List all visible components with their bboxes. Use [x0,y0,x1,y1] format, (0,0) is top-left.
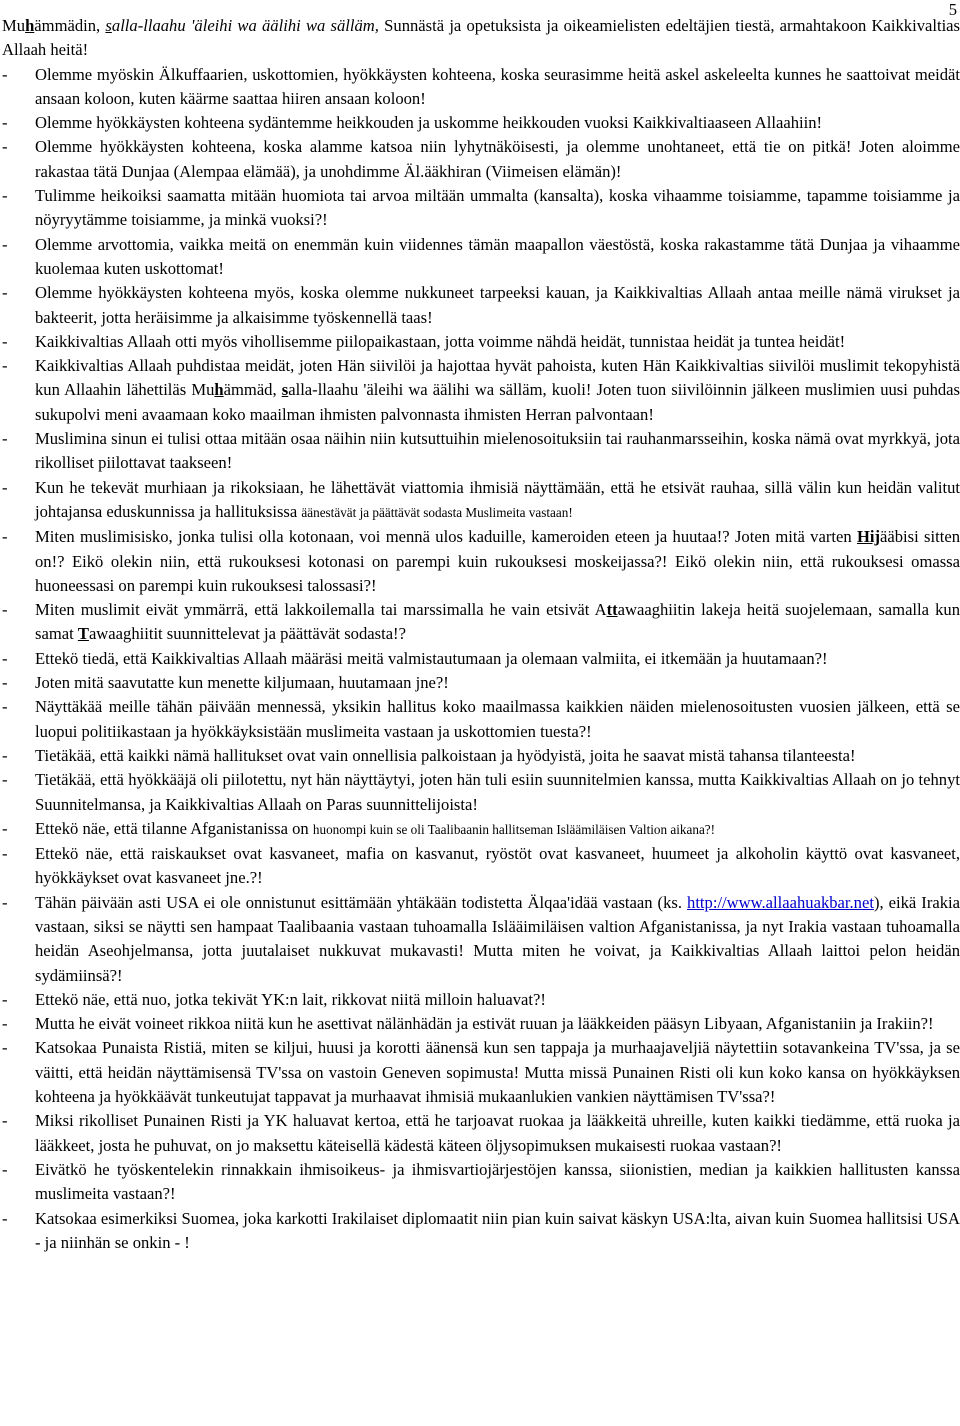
list-dash: - [2,137,8,157]
list-dash: - [2,844,8,864]
list-item-text: Olemme arvottomia, vaikka meitä on enemmän kuin viidennes tämän maapallon väestöstä, koska rakastamme tätä Dunjaa ja vihaamme kuolemaa kuten uskottomat! [35,234,960,278]
list-item [2,647,960,671]
list-item-text: Ettekö näe, että tilanne Afganistanissa on huonompi kuin se oli Taalibaanin hallitseman Isläämiläisen Valtion aikana?! [35,818,716,838]
list-item [2,184,960,233]
list-dash: - [2,648,8,668]
list-item-text: Olemme hyökkäysten kohteena, koska alamme katsoa niin lyhytnäköisesti, ja olemme unohtaneet, että tie on pitkä! Joten aloimme rakastaa tätä Dunjaa (Alempaa elämää), ja unohdimme Äl.ääkhiran (Viimeisen elämän)! [35,137,960,181]
page-number: 5 [948,0,957,19]
list-dash: - [2,770,8,790]
list-item [2,744,960,768]
list-item [2,63,960,112]
list-dash: - [2,477,8,497]
list-dash: - [2,892,8,912]
list-item [2,891,960,988]
list-item-text: Miksi rikolliset Punainen Risti ja YK haluavat kertoa, että he tarjoavat ruokaa ja lääkkeitä uhreille, kuten kaikki tiedämme, että ruoka ja lääkkeet, josta he puhuvat, on jo maksettu käteisellä kädestä käteen öljysopimuksen mukaisesti ruokaa vastaan?! [35,1111,960,1155]
list-dash: - [2,1038,8,1058]
list-dash: - [2,600,8,620]
list-item [2,525,960,598]
list-item [2,842,960,891]
list-dash: - [2,331,8,351]
list-item-text: Joten mitä saavutatte kun menette kiljumaan, huutamaan jne?! [35,673,449,693]
list-dash: - [2,64,8,84]
list-item-text: Muslimina sinun ei tulisi ottaa mitään osaa näihin niin kutsuttuihin mielenosoituksiin tai rauhanmarsseihin, koska nämä ovat myrkkyä, jota rikolliset piilottavat taakseen! [35,429,960,473]
list-dash: - [2,697,8,717]
list-item-text: Katsokaa Punaista Ristiä, miten se kiljui, huusi ja korotti äänensä kun sen tappaja ja murhaajaveljiä näytettiin sotavankeina TV'ssa, ja se väitti, että heidän näyttämisensä TV'ssa on vastoin Geneven sopimusta! Mutta missä Punainen Risti oli kun koko kansa on hyökkäyksen kohteena ja hyökkäävät tunkeutujat tappavat ja murhaavat ihmisiä mukaanlukien vankien näyttämisen TV'ssa?! [35,1038,960,1107]
list-item-text: Tietäkää, että hyökkääjä oli piilotettu, nyt hän näyttäytyi, joten hän tuli esiin suunnitelmien kanssa, mutta Kaikkivaltias Allaah on jo tehnyt Suunnitelmansa, ja Kaikkivaltias Allaah on Paras suunnittelijoista! [35,770,960,814]
list-item [2,695,960,744]
list-item-text: Miten muslimisisko, jonka tulisi olla kotonaan, voi mennä ulos kaduille, kameroiden eteen ja huutaa!? Joten mitä varten Hijääbisi sitten on!? Eikö olekin niin, että rukouksesi kotonasi on parempi kuin rukouksesi moskeijassa?! Eikö olekin niin, että rukouksesi omassa huoneessasi on parempi kuin rukouksesi talossasi?! [35,527,960,595]
list-dash: - [2,113,8,133]
allaahuakbar-link[interactable]: http://www.allaahuakbar.net [687,892,874,912]
list-item [2,768,960,817]
list-dash: - [2,1208,8,1228]
list-item [2,671,960,695]
list-dash: - [2,356,8,376]
list-item-text: Kun he tekevät murhiaan ja rikoksiaan, he lähettävät viattomia ihmisiä näyttämään, että he etsivät rauhaa, sillä välin kun heidän valitut johtajansa eduskunnissa ja hallituksissa äänestävät ja päättävät sodasta Muslimeita vastaan! [35,477,960,521]
list-item-text: Katsokaa esimerkiksi Suomea, joka karkotti Irakilaiset diplomaatit niin pian kuin saivat käskyn USA:lta, aivan kuin Suomea hallitsisi USA - ja niinhän se onkin - ! [35,1208,960,1252]
document-body [2,14,960,1255]
list-dash: - [2,673,8,693]
list-item [2,111,960,135]
list-dash: - [2,283,8,303]
list-item-text: Ettekö tiedä, että Kaikkivaltias Allaah määräsi meitä valmistautumaan ja olemaan valmiita, ei itkemään ja huutamaan?! [35,648,828,668]
list-dash: - [2,527,8,547]
list-item [2,233,960,282]
list-dash: - [2,1111,8,1131]
list-item [2,1207,960,1256]
list-item-text: Ettekö näe, että nuo, jotka tekivät YK:n lait, rikkovat niitä milloin haluavat?! [35,989,546,1009]
list-item-text: Olemme hyökkäysten kohteena sydäntemme heikkouden ja uskomme heikkouden vuoksi Kaikkivaltiaaseen Allaahiin! [35,113,823,133]
list-item [2,1012,960,1036]
list-item-text: Tähän päivään asti USA ei ole onnistunut esittämään yhtäkään todistetta Älqaa'idää vastaan (ks. http://www.allaahuakbar.net), eikä Irakia vastaan, siksi se näytti sen hampaat Taalibaania vastaan tuhoamalla Islääimiläisen valtion Afganistanissa, ja nyt Irakia vastaan tuhoamalla heidän Aseohjelmansa, jotta juutalaiset nukkuvat mukavasti! Mutta miten he voivat, ja Kaikkivaltias Allaah laittoi pelon heidän sydämiinsä?! [35,892,960,985]
list-dash: - [2,989,8,1009]
list-item-text: Miten muslimit eivät ymmärrä, että lakkoilemalla tai marssimalla he vain etsivät Attawaaghiitin lakeja heitä suojelemaan, samalla kun samat Tawaaghiitit suunnittelevat ja päättävät sodasta!? [35,600,960,644]
list-dash: - [2,429,8,449]
list-item [2,1036,960,1109]
list-item-text: Mutta he eivät voineet rikkoa niitä kun he asettivat nälänhädän ja estivät ruuan ja lääkkeiden pääsyn Libyaan, Afganistaniin ja Irakiin?! [35,1014,934,1034]
list-item [2,988,960,1012]
intro-paragraph: Muhämmädin, salla-llaahu 'äleihi wa äälihi wa sälläm, Sunnästä ja opetuksista ja oikeamielisten edeltäjien tiestä, armahtakoon Kaikkivaltias Allaah heitä! [2,16,960,60]
list-dash: - [2,818,8,838]
list-item [2,330,960,354]
list-item-text: Olemme myöskin Älkuffaarien, uskottomien, hyökkäysten kohteena, koska seurasimme heitä askel askeleelta kunnes he saattoivat meidät ansaan koloon, kuten käärme saattaa hiiren ansaan koloon! [35,64,960,108]
list-item [2,135,960,184]
list-item [2,598,960,647]
list-item [2,281,960,330]
list-item-text: Tietäkää, että kaikki nämä hallitukset ovat vain onnellisia palkoistaan ja hyödyistä, joita he saavat mistä tahansa tilanteesta! [35,745,856,765]
list-item-text: Kaikkivaltias Allaah puhdistaa meidät, joten Hän siivilöi ja hajottaa hyvät pahoista, kuten Hän Kaikkivaltias siivilöi muslimit tekopyhistä kun Allaahin lähettiläs Muhämmäd, salla-llaahu 'äleihi wa äälihi wa sälläm, kuoli! Joten tuon siivilöinnin jälkeen muslimien uusi puhdas sukupolvi meni avaamaan koko maailman ihmisten palvonnasta ihmisten Herran palvontaan! [35,356,960,424]
list-item-text: Tulimme heikoiksi saamatta mitään huomiota tai arvoa miltään ummalta (kansalta), koska vihaamme toisiamme, tapamme toisiamme ja nöyryytämme toisiamme, ja minkä vuoksi?! [35,186,960,230]
list-item [2,1109,960,1158]
list-item [2,1158,960,1207]
list-item [2,427,960,476]
list-item-text: Kaikkivaltias Allaah otti myös vihollisemme piilopaikastaan, jotta voimme nähdä heidät, tunnistaa heidät ja tuntea heidät! [35,331,846,351]
list-dash: - [2,745,8,765]
list-dash: - [2,186,8,206]
list-item-text: Eivätkö he työskentelekin rinnakkain ihmisoikeus- ja ihmisvartiojärjestöjen kanssa, siionistien, median ja kaikkien hallitusten kanssa muslimeita vastaan?! [35,1159,960,1204]
list-item [2,817,960,842]
list-item-text: Olemme hyökkäysten kohteena myös, koska olemme nukkuneet tarpeeksi kauan, ja Kaikkivaltias Allaah antaa meille nämä virukset ja bakteerit, jotta heräisimme ja alkaisimme työskennellä taas! [35,283,960,327]
list-item [2,354,960,427]
list-dash: - [2,1014,8,1034]
list-item [2,476,960,526]
list-item-text: Näyttäkää meille tähän päivään mennessä, yksikin hallitus koko maailmassa kaikkien näiden mielenosoitusten vuosien jälkeen, että se luopui politiikastaan ja hyökkäyksistään muslimeita vastaan ja uskottomien tuesta?! [35,697,960,741]
list-dash: - [2,234,8,254]
list-dash: - [2,1159,8,1179]
list-item-text: Ettekö näe, että raiskaukset ovat kasvaneet, mafia on kasvanut, ryöstöt ovat kasvaneet, huumeet ja alkoholin käyttö ovat kasvaneet, hyökkäykset ovat kasvaneet jne.?! [35,844,960,888]
